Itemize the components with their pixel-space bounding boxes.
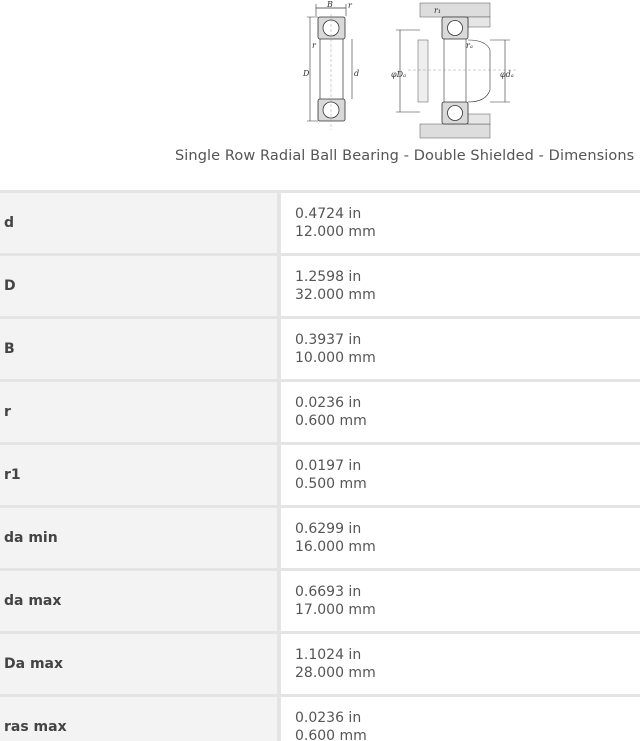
dimension-value bbox=[281, 256, 640, 316]
dimension-label: Da max bbox=[0, 634, 281, 694]
label-r1: r₁ bbox=[434, 6, 442, 15]
value-inches: 0.0197 in bbox=[295, 458, 362, 474]
table-row bbox=[0, 571, 640, 634]
dimension-value bbox=[281, 382, 640, 442]
label-da: φdₐ bbox=[500, 70, 514, 79]
value-mm: 0.600 mm bbox=[295, 728, 367, 741]
table-row bbox=[0, 508, 640, 571]
value-inches: 0.0236 in bbox=[295, 395, 362, 411]
label-d: d bbox=[354, 69, 360, 78]
value-mm: 10.000 mm bbox=[295, 350, 376, 366]
label-r: r bbox=[312, 41, 316, 50]
dimension-value bbox=[281, 634, 640, 694]
dimension-label: r1 bbox=[0, 445, 281, 505]
dimension-label: D bbox=[0, 256, 281, 316]
dimension-value bbox=[281, 445, 640, 505]
table-row bbox=[0, 634, 640, 697]
value-mm: 28.000 mm bbox=[295, 665, 376, 681]
label-B: B bbox=[327, 0, 333, 9]
bearing-dimension-diagram bbox=[290, 0, 530, 142]
dimension-value bbox=[281, 319, 640, 379]
dimension-label: da max bbox=[0, 571, 281, 631]
table-row bbox=[0, 382, 640, 445]
value-inches: 1.2598 in bbox=[295, 269, 362, 285]
table-row bbox=[0, 697, 640, 741]
dimension-label: B bbox=[0, 319, 281, 379]
dimension-label: da min bbox=[0, 508, 281, 568]
table-row bbox=[0, 445, 640, 508]
value-mm: 17.000 mm bbox=[295, 602, 376, 618]
value-mm: 0.500 mm bbox=[295, 476, 367, 492]
dimension-label: d bbox=[0, 193, 281, 253]
value-mm: 0.600 mm bbox=[295, 413, 367, 429]
value-inches: 0.0236 in bbox=[295, 710, 362, 726]
table-row bbox=[0, 256, 640, 319]
value-inches: 0.4724 in bbox=[295, 206, 362, 222]
label-Da: φDₐ bbox=[391, 70, 407, 79]
table-row bbox=[0, 193, 640, 256]
bearing-section-drawing bbox=[302, 0, 359, 130]
value-inches: 1.1024 in bbox=[295, 647, 362, 663]
value-inches: 0.6693 in bbox=[295, 584, 362, 600]
diagram-caption: Single Row Radial Ball Bearing - Double Shielded - Dimensions bbox=[175, 148, 635, 164]
label-r-top: r bbox=[348, 1, 352, 10]
value-mm: 12.000 mm bbox=[295, 224, 376, 240]
dimension-value bbox=[281, 571, 640, 631]
dimension-label: ras max bbox=[0, 697, 281, 741]
dimension-value bbox=[281, 508, 640, 568]
dimension-value bbox=[281, 193, 640, 253]
dimension-value bbox=[281, 697, 640, 741]
dimensions-table bbox=[0, 190, 640, 741]
label-ra: rₐ bbox=[466, 41, 473, 50]
label-D: D bbox=[303, 69, 310, 78]
table-row bbox=[0, 319, 640, 382]
value-mm: 16.000 mm bbox=[295, 539, 376, 555]
value-inches: 0.3937 in bbox=[295, 332, 362, 348]
value-mm: 32.000 mm bbox=[295, 287, 376, 303]
value-inches: 0.6299 in bbox=[295, 521, 362, 537]
mounting-drawing bbox=[391, 3, 518, 138]
dimension-label: r bbox=[0, 382, 281, 442]
